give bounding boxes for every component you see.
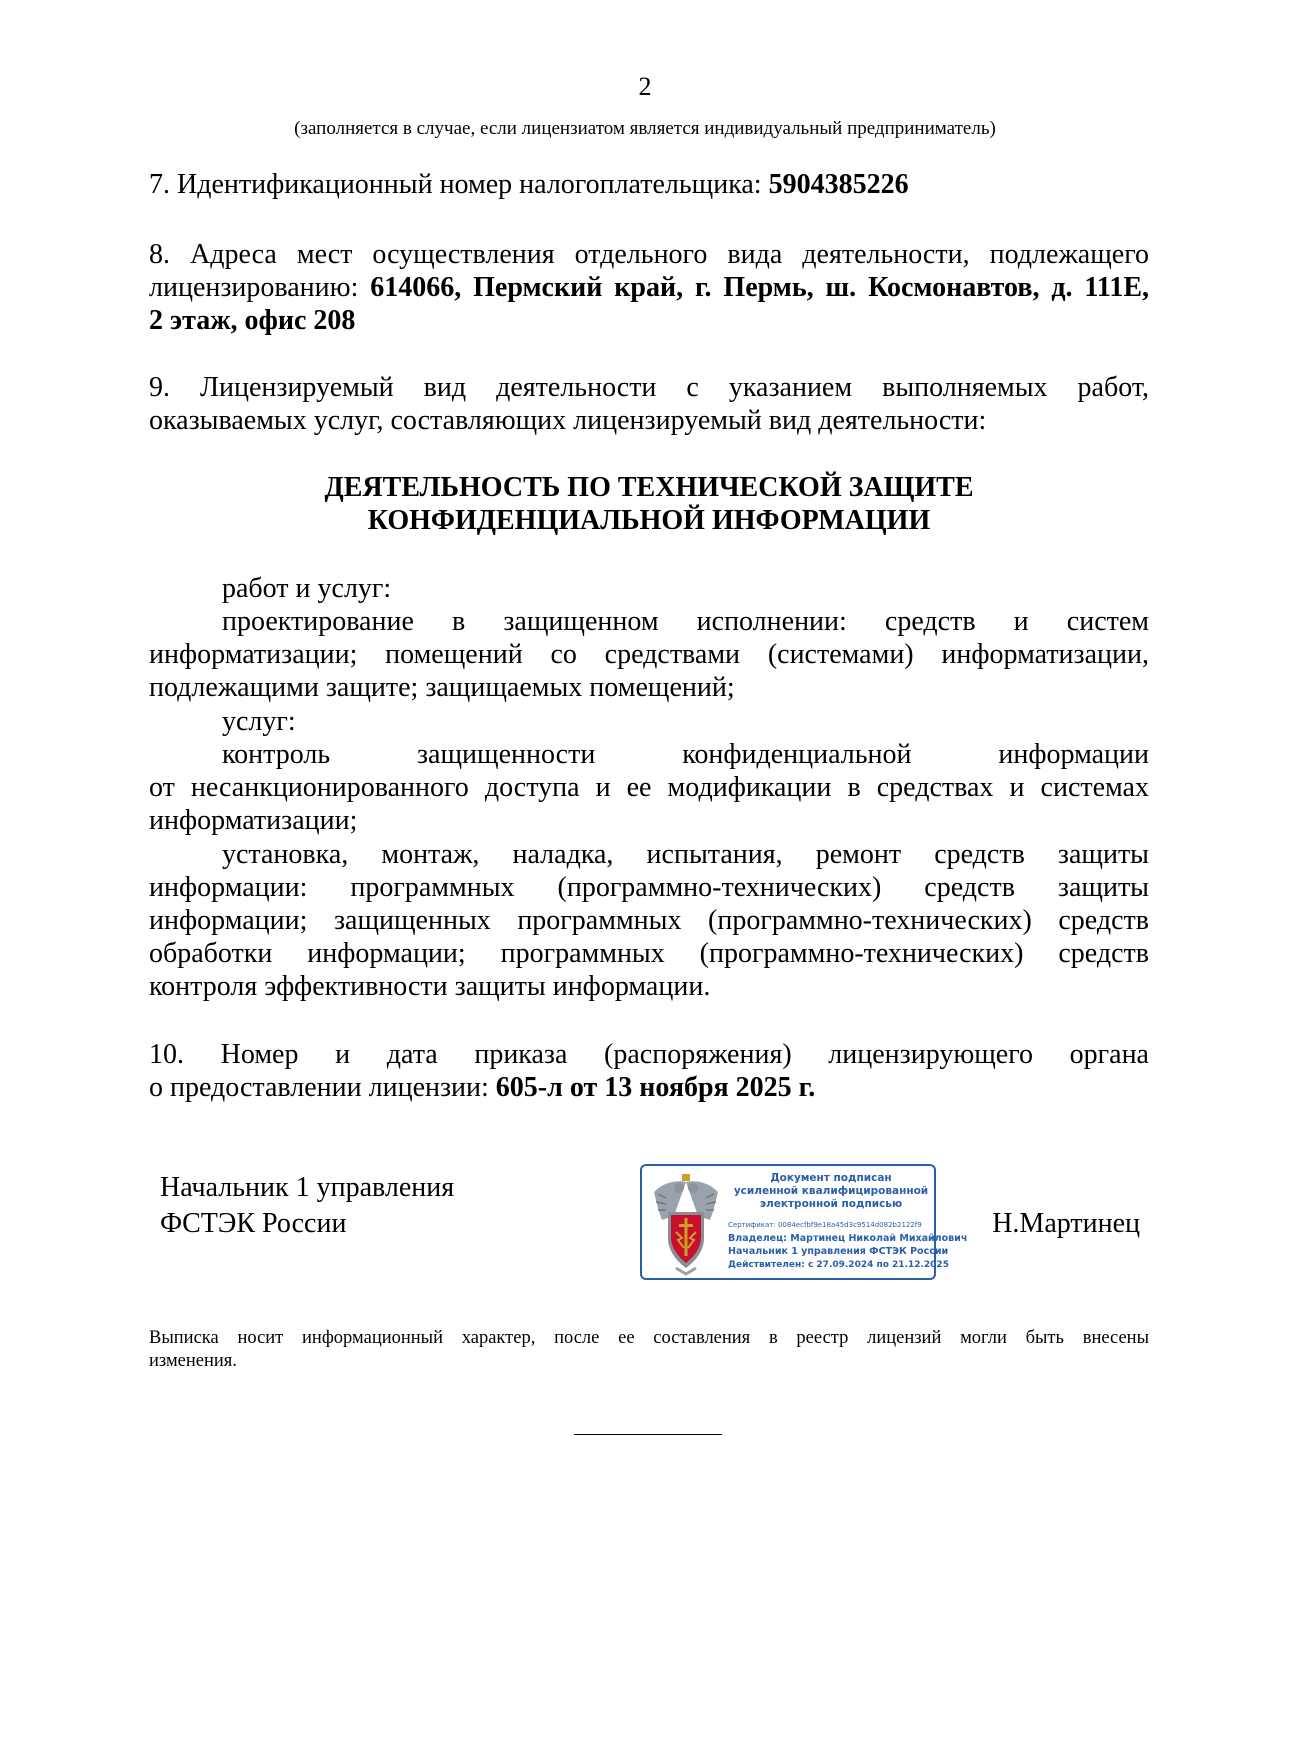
item-7-label: 7. Идентификационный номер налогоплательщика: <box>149 169 769 200</box>
item-8-label: лицензированию: <box>149 272 371 303</box>
activity-title-line-2: КОНФИДЕНЦИАЛЬНОЙ ИНФОРМАЦИИ <box>367 505 931 536</box>
item-8-address-line-2: 2 этаж, офис 208 <box>149 305 356 336</box>
stamp-title-line-3: электронной подписью <box>759 1198 903 1210</box>
item-10-label: о предоставлении лицензии: <box>149 1072 496 1103</box>
install-line-5: контроля эффективности защиты информации. <box>149 971 711 1002</box>
item-10-order: 605-л от 13 ноября 2025 г. <box>495 1072 816 1103</box>
stamp-title-line-1: Документ подписан <box>770 1172 892 1184</box>
end-rule <box>574 1434 722 1435</box>
stamp-validity: Действителен: с 27.09.2024 по 21.12.2025 <box>728 1260 949 1270</box>
item-7-inn <box>149 168 1149 201</box>
item-8-line-1: 8. Адреса мест осуществления отдельного вида деятельности, подлежащего <box>149 239 1149 270</box>
stamp-owner: Владелец: Мартинец Николай Михайлович <box>728 1233 968 1244</box>
page-number: 2 <box>638 72 652 101</box>
item-8-address: 614066, Пермский край, г. Пермь, ш. Космонавтов, д. 111Е, <box>370 272 1149 303</box>
footer-note-line-1: Выписка носит информационный характер, после ее составления в реестр лицензий могли быть внесены <box>149 1328 1149 1348</box>
install-line-2: информации: программных (программно-технических) средств защиты <box>149 872 1149 903</box>
signatory-name: Н.Мартинец <box>992 1208 1140 1239</box>
services-label: услуг: <box>222 706 296 737</box>
stamp-certificate: Сертификат: 0084ecfbf9e18a45d3c9514d082b2122f9 <box>728 1221 922 1229</box>
control-line-1: контроль защищенности конфиденциальной информации <box>222 739 1149 770</box>
works-line-2: информатизации; помещений со средствами (системами) информатизации, <box>149 639 1149 670</box>
item-9-line-2: оказываемых услуг, составляющих лицензируемый вид деятельности: <box>149 405 987 436</box>
signatory-title-line-1: Начальник 1 управления <box>160 1172 455 1203</box>
footer-note-line-2: изменения. <box>149 1351 237 1371</box>
item-9-line-1: 9. Лицензируемый вид деятельности с указанием выполняемых работ, <box>149 372 1149 403</box>
works-line-3: подлежащими защите; защищаемых помещений; <box>149 672 735 703</box>
stamp-title-line-2: усиленной квалифицированной <box>733 1185 929 1197</box>
works-line-1: проектирование в защищенном исполнении: средств и систем <box>222 606 1149 637</box>
item-10-line-1: 10. Номер и дата приказа (распоряжения) лицензирующего органа <box>149 1039 1149 1070</box>
fstec-emblem-icon <box>646 1172 726 1276</box>
install-line-3: информации; защищенных программных (программно-технических) средств <box>149 905 1149 936</box>
stamp-position: Начальник 1 управления ФСТЭК России <box>728 1246 949 1257</box>
control-line-2: от несанкционированного доступа и ее модификации в средствах и системах <box>149 772 1149 803</box>
install-line-1: установка, монтаж, наладка, испытания, ремонт средств защиты <box>222 839 1149 870</box>
install-line-4: обработки информации; программных (программно-технических) средств <box>149 938 1149 969</box>
activity-title-line-1: ДЕЯТЕЛЬНОСТЬ ПО ТЕХНИЧЕСКОЙ ЗАЩИТЕ <box>324 472 974 503</box>
item-7-value: 5904385226 <box>768 169 909 200</box>
works-label: работ и услуг: <box>222 573 392 604</box>
item-10-line-2 <box>149 1071 1149 1104</box>
item-8-line-2 <box>149 271 1149 304</box>
signatory-title-line-2: ФСТЭК России <box>160 1208 347 1239</box>
electronic-signature-stamp <box>640 1164 968 1280</box>
header-note: (заполняется в случае, если лицензиатом является индивидуальный предприниматель) <box>294 118 996 139</box>
control-line-3: информатизации; <box>149 805 358 836</box>
